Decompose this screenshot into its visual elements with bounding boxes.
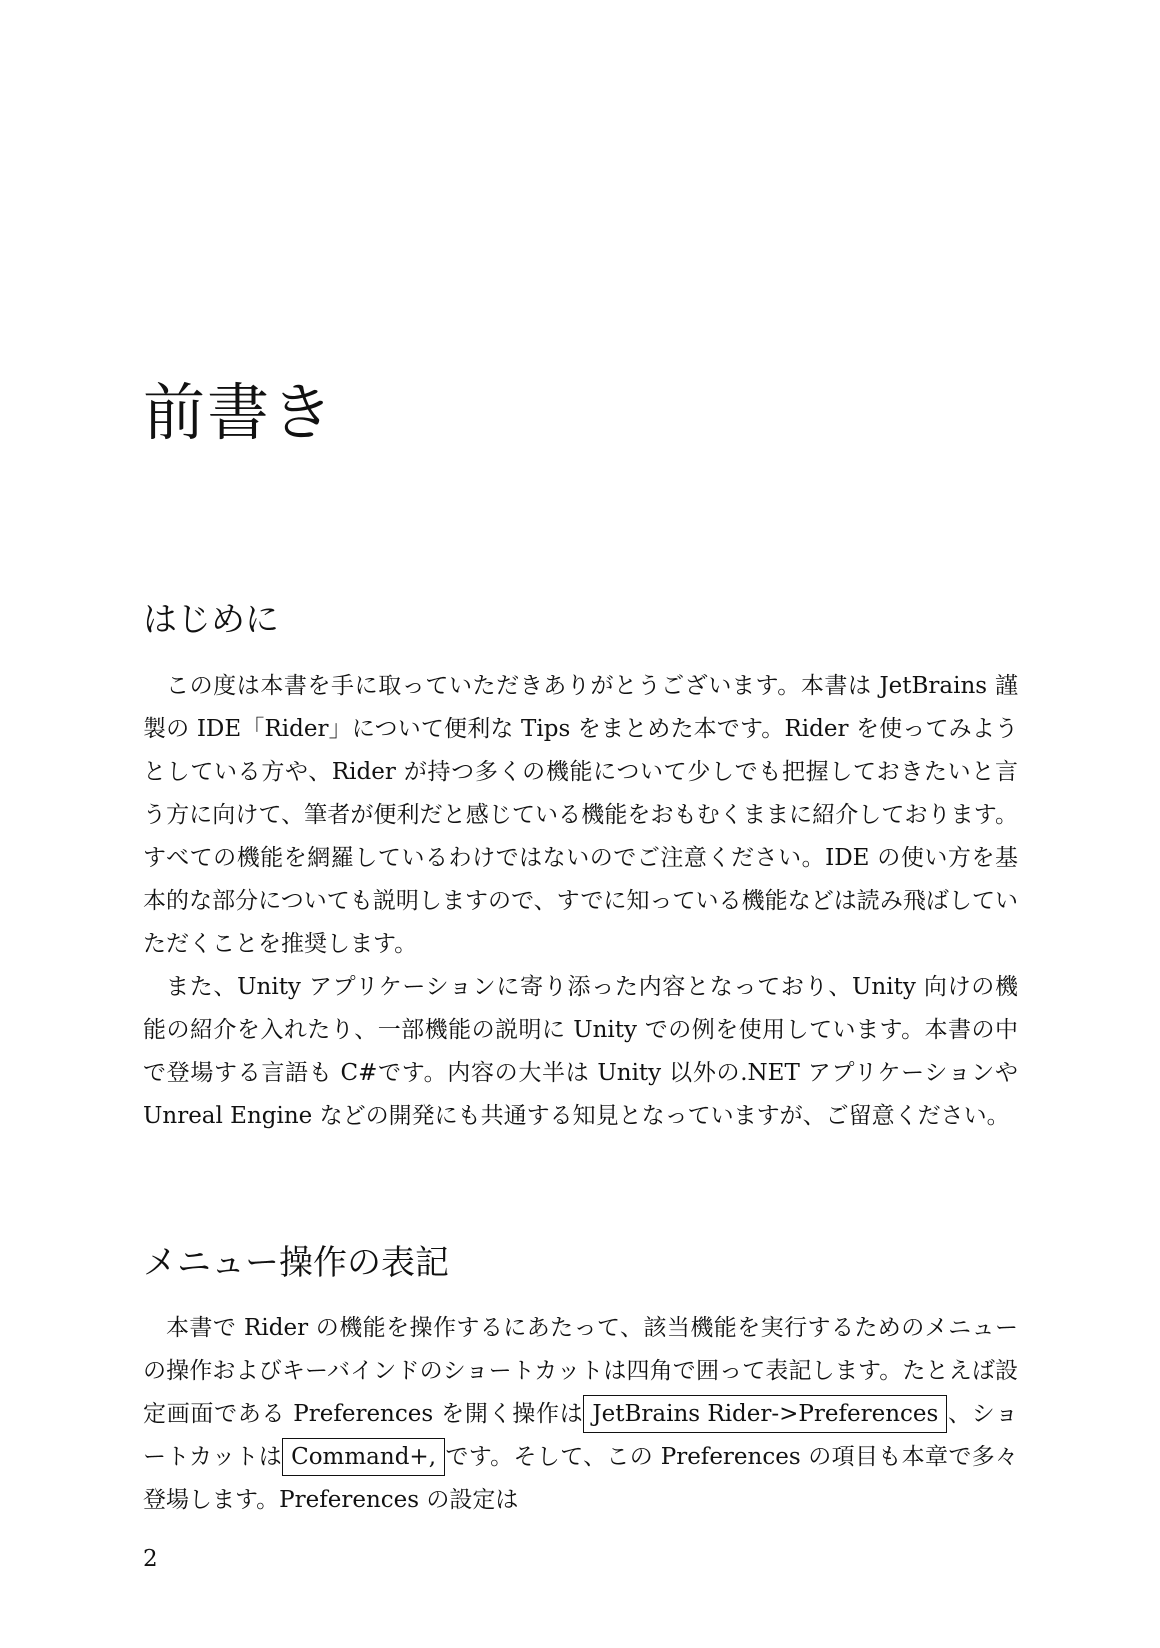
intro-paragraph-2: また、Unity アプリケーションに寄り添った内容となっており、Unity 向けの機能の紹介を入れたり、一部機能の説明に Unity での例を使用しています。本書の中で登場する言語も C#です。内容の大半は Unity 以外の.NET アプリケーションや Unreal Engine などの開発にも共通する知見となっていますが、ご留意ください。: [143, 974, 1018, 1129]
section-introduction: [143, 600, 1018, 1138]
section-heading-menu-notation: メニュー操作の表記: [143, 1243, 449, 1283]
chapter-title: 前書き: [143, 376, 336, 449]
menu-text-before: 本書で Rider の機能を操作するにあたって、該当機能を実行するためのメニューの操作およびキーバインドのショートカットは四角で囲って表記します。たとえば設定画面である Preferences を開く操作は: [143, 1315, 1018, 1427]
menu-paragraph: [143, 1307, 1018, 1522]
section-heading-introduction: はじめに: [143, 600, 279, 640]
shortcut-box: Command+,: [282, 1438, 445, 1476]
section-menu-notation: [143, 1243, 1018, 1522]
menu-text-between: 、ショートカットは: [143, 1401, 1018, 1470]
page-number: 2: [143, 1546, 158, 1572]
menu-text-after: です。そして、この Preferences の項目も本章で多々登場します。Preferences の設定は: [143, 1444, 1018, 1513]
intro-paragraph-1: この度は本書を手に取っていただきありがとうございます。本書は JetBrains 謹製の IDE「Rider」について便利な Tips をまとめた本です。Rider を使ってみようとしている方や、Rider が持つ多くの機能について少しでも把握しておきたいと言う方に向けて、筆者が便利だと感じている機能をおもむくままに紹介しております。すべての機能を網羅しているわけではないのでご注意ください。IDE の使い方を基本的な部分についても説明しますので、すでに知っている機能などは読み飛ばしていただくことを推奨します。: [143, 673, 1018, 957]
menu-path-box: JetBrains Rider->Preferences: [583, 1395, 947, 1433]
